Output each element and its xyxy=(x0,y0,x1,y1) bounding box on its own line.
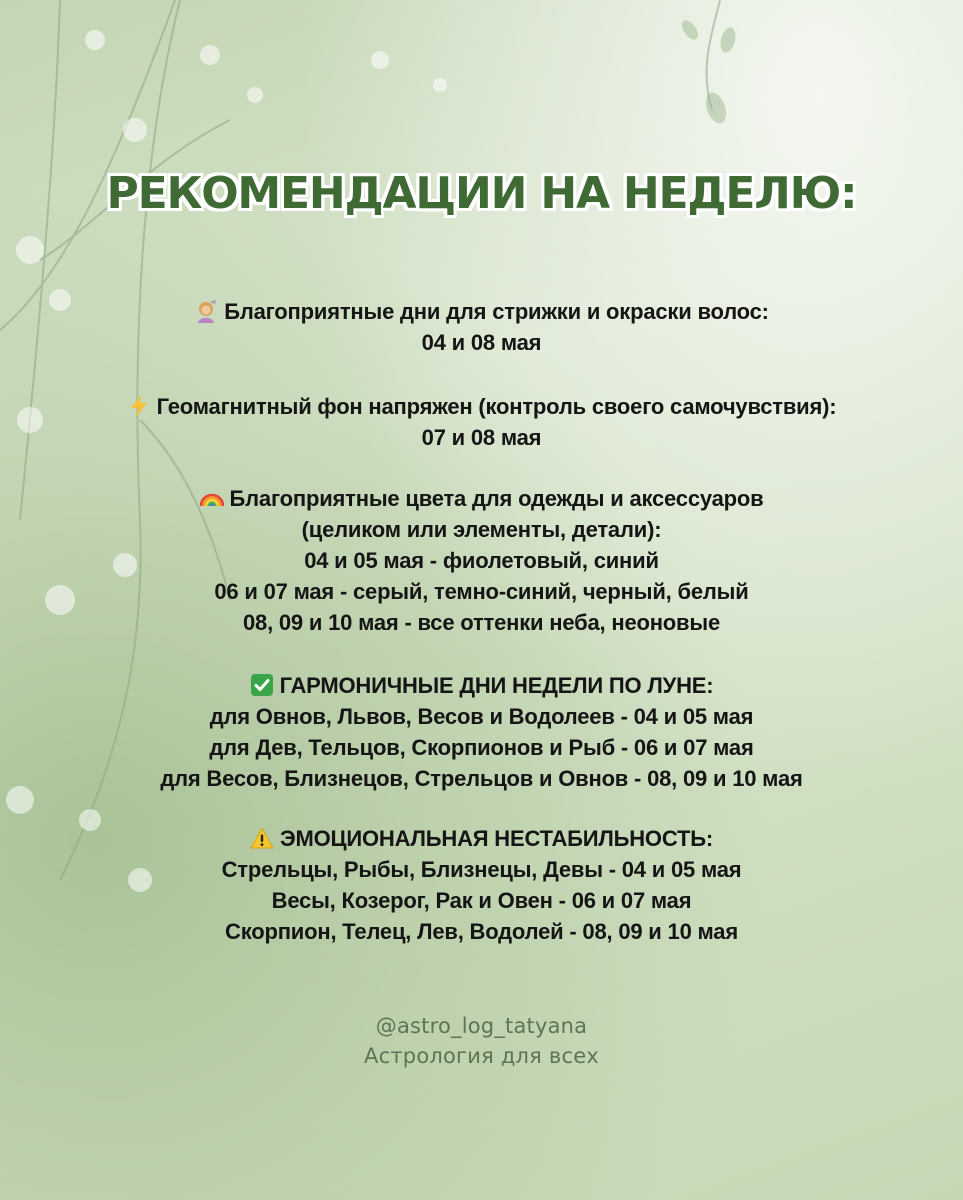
section-line: 04 и 08 мая xyxy=(421,330,542,355)
section-heading: Благоприятные цвета для одежды и аксессуаров xyxy=(0,483,963,514)
section-line: Скорпион, Телец, Лев, Водолей - 08, 09 и 10 мая xyxy=(225,919,738,944)
section-harmonious-days xyxy=(0,670,963,794)
author-tagline: Астрология для всех xyxy=(364,1044,599,1068)
section-line: 08, 09 и 10 мая - все оттенки неба, неоновые xyxy=(243,610,720,635)
rainbow-icon xyxy=(200,486,224,510)
section-line: для Овнов, Львов, Весов и Водолеев - 04 и 05 мая xyxy=(209,704,754,729)
section-haircut-days xyxy=(0,296,963,358)
check-mark-icon xyxy=(250,673,274,697)
section-heading: ГАРМОНИЧНЫЕ ДНИ НЕДЕЛИ ПО ЛУНЕ: xyxy=(0,670,963,701)
section-line: (целиком или элементы, детали): xyxy=(301,517,662,542)
section-heading: Благоприятные дни для стрижки и окраски волос: xyxy=(0,296,963,327)
warning-icon xyxy=(250,826,274,850)
section-heading: Геомагнитный фон напряжен (контроль своего самочувствия): xyxy=(0,391,963,422)
lightning-icon xyxy=(127,394,151,418)
section-colors xyxy=(0,483,963,638)
section-line: Стрельцы, Рыбы, Близнецы, Девы - 04 и 05 мая xyxy=(221,857,742,882)
section-heading: ЭМОЦИОНАЛЬНАЯ НЕСТАБИЛЬНОСТЬ: xyxy=(0,823,963,854)
section-emotional-instability xyxy=(0,823,963,947)
page-title: РЕКОМЕНДАЦИИ НА НЕДЕЛЮ: xyxy=(106,168,857,219)
footer xyxy=(0,1011,963,1071)
section-line: 04 и 05 мая - фиолетовый, синий xyxy=(304,548,659,573)
section-line: для Весов, Близнецов, Стрельцов и Овнов - 08, 09 и 10 мая xyxy=(160,766,803,791)
author-handle: @astro_log_tatyana xyxy=(375,1014,588,1038)
section-line: 07 и 08 мая xyxy=(421,425,542,450)
section-line: Весы, Козерог, Рак и Овен - 06 и 07 мая xyxy=(271,888,692,913)
section-line: для Дев, Тельцов, Скорпионов и Рыб - 06 и 07 мая xyxy=(209,735,754,760)
section-line: 06 и 07 мая - серый, темно-синий, черный, белый xyxy=(214,579,749,604)
hairdresser-icon xyxy=(194,299,218,323)
section-geomagnetic xyxy=(0,391,963,453)
